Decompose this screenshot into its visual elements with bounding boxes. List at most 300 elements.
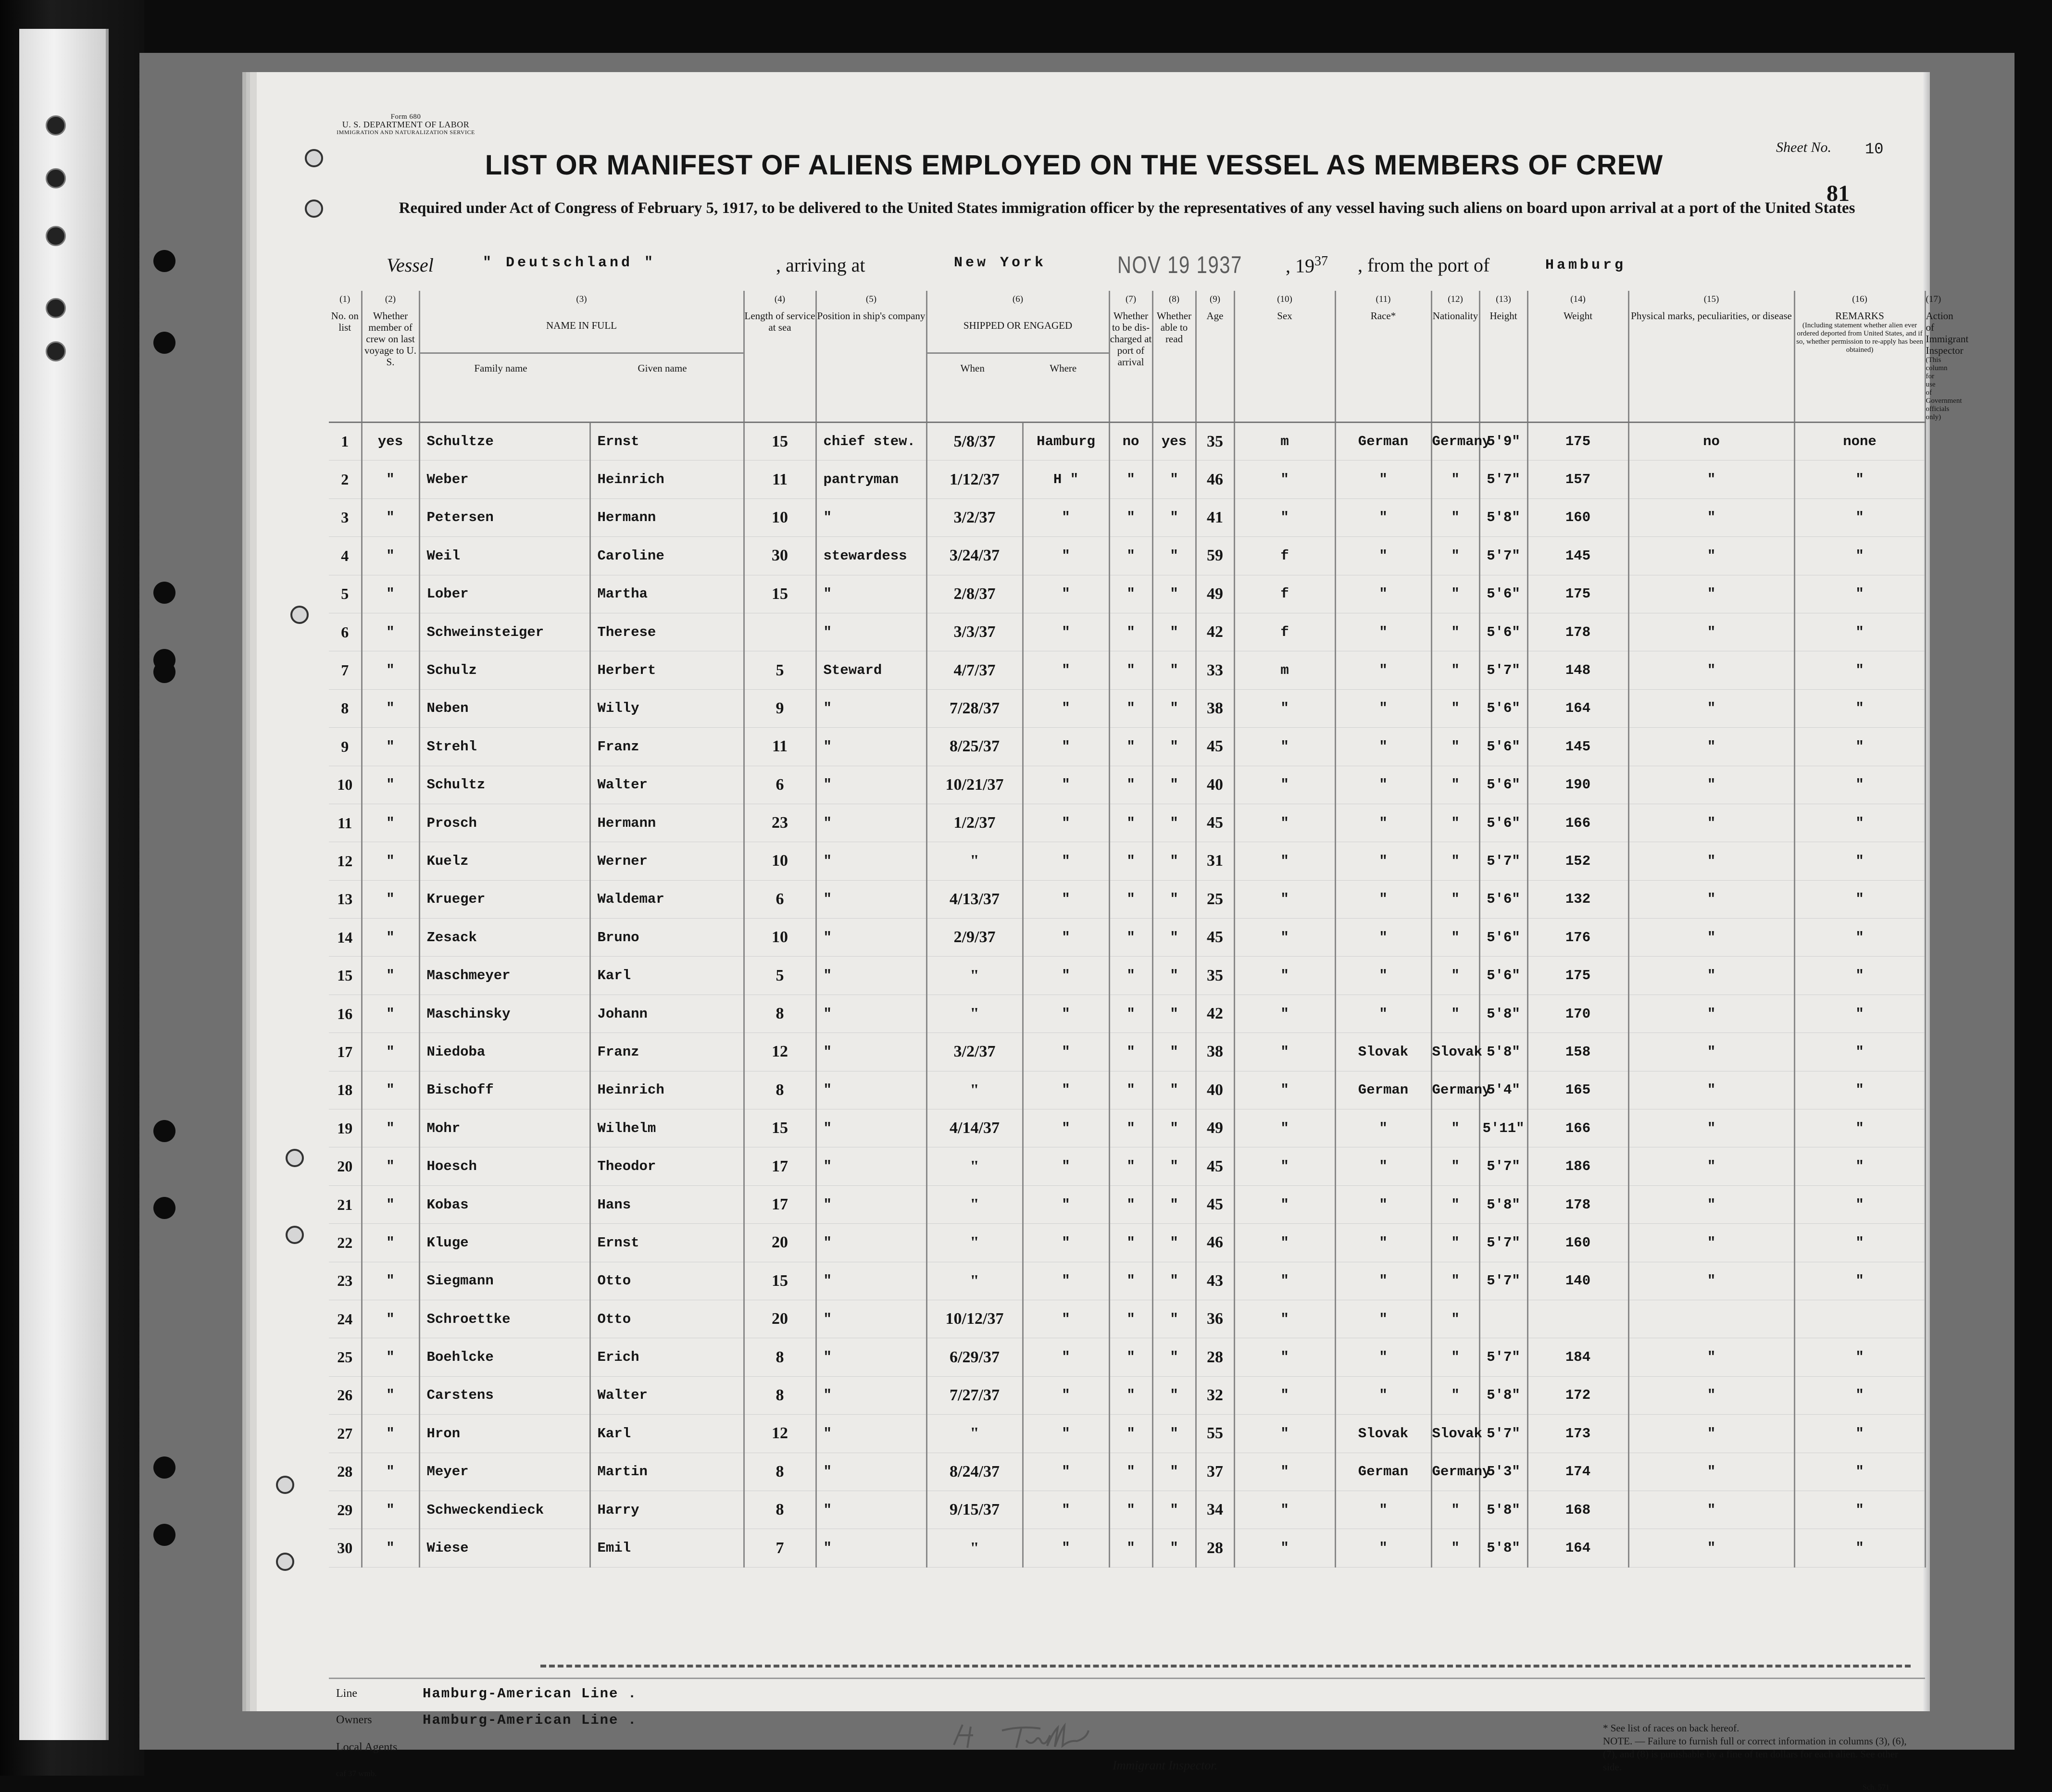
given-name-cell: Hermann xyxy=(590,498,744,536)
height-cell: 5'6" xyxy=(1479,689,1527,727)
row-number: 23 xyxy=(329,1262,362,1300)
prev-voyage-cell: " xyxy=(362,995,419,1033)
height-cell: 5'6" xyxy=(1479,880,1527,918)
able-to-read-cell: " xyxy=(1152,804,1196,842)
row-number: 20 xyxy=(329,1147,362,1185)
position-cell: " xyxy=(816,1033,926,1071)
position-cell: " xyxy=(816,1415,926,1453)
race-cell: " xyxy=(1335,804,1431,842)
service-length-cell: 8 xyxy=(744,1071,816,1109)
weight-cell: 175 xyxy=(1527,423,1628,460)
physical-marks-cell: " xyxy=(1628,1071,1794,1109)
remarks-cell: " xyxy=(1794,728,1925,766)
race-cell: " xyxy=(1335,1109,1431,1147)
able-to-read-cell: " xyxy=(1152,651,1196,689)
prev-voyage-cell: " xyxy=(362,689,419,727)
nationality-cell: " xyxy=(1431,880,1479,918)
nationality-cell: " xyxy=(1431,1109,1479,1147)
shipped-where-cell: " xyxy=(1023,689,1109,727)
physical-marks-cell: " xyxy=(1628,460,1794,498)
row-number: 12 xyxy=(329,842,362,880)
punch-hole xyxy=(276,1476,294,1494)
prev-voyage-cell: " xyxy=(362,537,419,575)
age-cell: 45 xyxy=(1196,728,1234,766)
discharged-cell: " xyxy=(1109,460,1152,498)
crew-manifest-table xyxy=(329,291,1969,1568)
punch-hole xyxy=(290,606,309,624)
nationality-cell: " xyxy=(1431,728,1479,766)
punch-hole xyxy=(305,149,323,167)
service-length-cell: 11 xyxy=(744,728,816,766)
shipped-when-cell: " xyxy=(926,1185,1023,1223)
able-to-read-cell: " xyxy=(1152,957,1196,995)
race-cell: " xyxy=(1335,1491,1431,1529)
sheet-number: 10 xyxy=(1865,140,1884,158)
nationality-cell: " xyxy=(1431,1376,1479,1414)
punch-hole xyxy=(153,250,175,272)
row-number: 10 xyxy=(329,766,362,804)
footer-notes xyxy=(1603,1722,1911,1774)
position-cell: " xyxy=(816,1529,926,1567)
age-cell: 36 xyxy=(1196,1300,1234,1338)
physical-marks-cell: " xyxy=(1628,498,1794,536)
row-number: 18 xyxy=(329,1071,362,1109)
table-row xyxy=(329,1109,1925,1147)
shipped-where-cell: " xyxy=(1023,1453,1109,1491)
sheet-label: Sheet No. xyxy=(1776,139,1831,155)
when-header: When xyxy=(960,362,985,374)
service-length-cell: 5 xyxy=(744,957,816,995)
prev-voyage-cell: " xyxy=(362,460,419,498)
weight-cell: 152 xyxy=(1527,842,1628,880)
footer-divider xyxy=(329,1678,1925,1679)
col-name-header: (3) NAME IN FULL Family name Given name xyxy=(419,291,744,423)
col-prev-voyage-header: (2) Whether member of crew on last voyage to U. S. xyxy=(362,291,419,423)
service-length-cell: 12 xyxy=(744,1415,816,1453)
sex-cell: " xyxy=(1234,1262,1335,1300)
height-cell: 5'6" xyxy=(1479,575,1527,613)
shipped-when-cell: " xyxy=(926,957,1023,995)
age-cell: 40 xyxy=(1196,1071,1234,1109)
physical-marks-cell: " xyxy=(1628,1033,1794,1071)
age-cell: 42 xyxy=(1196,613,1234,651)
col-sex-header: (10) Sex xyxy=(1234,291,1335,423)
service-length-cell xyxy=(744,613,816,651)
row-number: 2 xyxy=(329,460,362,498)
arriving-label: , arriving at xyxy=(776,254,865,276)
shipped-when-cell: 8/24/37 xyxy=(926,1453,1023,1491)
age-cell: 40 xyxy=(1196,766,1234,804)
family-name-header: Family name xyxy=(474,362,527,374)
physical-marks-cell: " xyxy=(1628,919,1794,957)
family-name-cell: Zesack xyxy=(419,919,590,957)
service-name: IMMIGRATION AND NATURALIZATION SERVICE xyxy=(337,129,475,136)
height-cell: 5'7" xyxy=(1479,1338,1527,1376)
weight-cell: 178 xyxy=(1527,613,1628,651)
race-cell: Slovak xyxy=(1335,1033,1431,1071)
binder-hole xyxy=(46,226,66,246)
service-length-cell: 10 xyxy=(744,842,816,880)
height-cell: 5'8" xyxy=(1479,498,1527,536)
family-name-cell: Mohr xyxy=(419,1109,590,1147)
prev-voyage-cell: " xyxy=(362,1185,419,1223)
height-cell: 5'9" xyxy=(1479,423,1527,460)
given-name-cell: Johann xyxy=(590,995,744,1033)
weight-cell: 132 xyxy=(1527,880,1628,918)
family-name-cell: Schultz xyxy=(419,766,590,804)
col-nationality-header: (12) Nationality xyxy=(1431,291,1479,423)
weight-cell: 172 xyxy=(1527,1376,1628,1414)
remarks-cell: " xyxy=(1794,1185,1925,1223)
from-port-label: , from the port of xyxy=(1358,254,1490,276)
physical-marks-cell: " xyxy=(1628,1224,1794,1262)
age-cell: 46 xyxy=(1196,460,1234,498)
family-name-cell: Siegmann xyxy=(419,1262,590,1300)
shipped-when-cell: 5/8/37 xyxy=(926,423,1023,460)
shipped-where-cell: " xyxy=(1023,1529,1109,1567)
punch-hole xyxy=(153,1524,175,1546)
service-length-cell: 8 xyxy=(744,1491,816,1529)
shipped-when-cell: " xyxy=(926,1529,1023,1567)
discharged-cell: " xyxy=(1109,957,1152,995)
nationality-cell: " xyxy=(1431,919,1479,957)
weight-cell: 186 xyxy=(1527,1147,1628,1185)
able-to-read-cell: " xyxy=(1152,1071,1196,1109)
weight-cell: 178 xyxy=(1527,1185,1628,1223)
date-stamp-text: NOV 19 1937 xyxy=(1117,251,1242,278)
nationality-cell: " xyxy=(1431,575,1479,613)
race-cell: " xyxy=(1335,995,1431,1033)
shipped-where-cell: " xyxy=(1023,957,1109,995)
line-label: Line xyxy=(336,1687,357,1700)
shipped-when-cell: 4/13/37 xyxy=(926,880,1023,918)
physical-marks-cell: " xyxy=(1628,613,1794,651)
race-cell: " xyxy=(1335,498,1431,536)
discharged-cell: " xyxy=(1109,804,1152,842)
prev-voyage-cell: " xyxy=(362,1033,419,1071)
prev-voyage-cell: " xyxy=(362,613,419,651)
physical-marks-cell: " xyxy=(1628,880,1794,918)
sex-cell: " xyxy=(1234,1453,1335,1491)
binder-hole xyxy=(46,298,66,318)
family-name-cell: Hoesch xyxy=(419,1147,590,1185)
sex-cell: " xyxy=(1234,766,1335,804)
shipped-when-cell: " xyxy=(926,1147,1023,1185)
weight-cell: 157 xyxy=(1527,460,1628,498)
able-to-read-cell: " xyxy=(1152,1529,1196,1567)
nationality-cell: " xyxy=(1431,1300,1479,1338)
remarks-cell: " xyxy=(1794,1224,1925,1262)
position-cell: " xyxy=(816,575,926,613)
discharged-cell: " xyxy=(1109,880,1152,918)
departure-port: Hamburg xyxy=(1545,257,1627,274)
row-number: 1 xyxy=(329,423,362,460)
remarks-cell: " xyxy=(1794,1338,1925,1376)
table-row xyxy=(329,995,1925,1033)
remarks-cell: " xyxy=(1794,804,1925,842)
age-cell: 34 xyxy=(1196,1491,1234,1529)
shipped-when-cell: 3/2/37 xyxy=(926,498,1023,536)
remarks-cell: " xyxy=(1794,957,1925,995)
punch-hole xyxy=(286,1149,304,1167)
sex-cell: " xyxy=(1234,842,1335,880)
sex-cell: " xyxy=(1234,1376,1335,1414)
shipped-when-cell: " xyxy=(926,995,1023,1033)
family-name-cell: Kluge xyxy=(419,1224,590,1262)
service-length-cell: 20 xyxy=(744,1224,816,1262)
race-cell: " xyxy=(1335,1338,1431,1376)
form-identifier xyxy=(329,113,483,136)
able-to-read-cell: " xyxy=(1152,1224,1196,1262)
punch-hole xyxy=(153,1456,175,1479)
sex-cell: " xyxy=(1234,1185,1335,1223)
family-name-cell: Maschinsky xyxy=(419,995,590,1033)
discharged-cell: " xyxy=(1109,651,1152,689)
remarks-cell: " xyxy=(1794,689,1925,727)
service-length-cell: 23 xyxy=(744,804,816,842)
height-cell: 5'7" xyxy=(1479,1415,1527,1453)
physical-marks-cell: " xyxy=(1628,575,1794,613)
physical-marks-cell: " xyxy=(1628,842,1794,880)
race-cell: German xyxy=(1335,1453,1431,1491)
physical-marks-cell: " xyxy=(1628,1529,1794,1567)
physical-marks-cell: " xyxy=(1628,1338,1794,1376)
service-length-cell: 20 xyxy=(744,1300,816,1338)
service-length-cell: 8 xyxy=(744,1376,816,1414)
service-length-cell: 8 xyxy=(744,995,816,1033)
race-cell: " xyxy=(1335,880,1431,918)
able-to-read-cell: " xyxy=(1152,1300,1196,1338)
physical-marks-cell: no xyxy=(1628,423,1794,460)
height-cell: 5'7" xyxy=(1479,460,1527,498)
table-row xyxy=(329,1185,1925,1223)
service-length-cell: 6 xyxy=(744,880,816,918)
position-cell: " xyxy=(816,995,926,1033)
given-name-cell: Martin xyxy=(590,1453,744,1491)
shipped-when-cell: 7/27/37 xyxy=(926,1376,1023,1414)
vessel-name: " Deutschland " xyxy=(483,255,656,271)
row-number: 27 xyxy=(329,1415,362,1453)
punch-hole xyxy=(153,661,175,683)
race-cell: " xyxy=(1335,613,1431,651)
nationality-cell: " xyxy=(1431,995,1479,1033)
age-cell: 43 xyxy=(1196,1262,1234,1300)
remarks-cell: " xyxy=(1794,880,1925,918)
given-name-cell: Hermann xyxy=(590,804,744,842)
family-name-cell: Hron xyxy=(419,1415,590,1453)
sex-cell: " xyxy=(1234,1147,1335,1185)
remarks-cell: " xyxy=(1794,919,1925,957)
shipped-when-cell: 4/14/37 xyxy=(926,1109,1023,1147)
shipped-where-cell: " xyxy=(1023,1071,1109,1109)
shipped-where-cell: " xyxy=(1023,1109,1109,1147)
sex-cell: " xyxy=(1234,1224,1335,1262)
row-number: 5 xyxy=(329,575,362,613)
table-row xyxy=(329,1300,1925,1338)
shipped-where-cell: " xyxy=(1023,1415,1109,1453)
discharged-cell: " xyxy=(1109,1147,1152,1185)
given-name-cell: Ernst xyxy=(590,1224,744,1262)
able-to-read-cell: " xyxy=(1152,1415,1196,1453)
shipped-where-cell: " xyxy=(1023,498,1109,536)
shipped-where-cell: Hamburg xyxy=(1023,423,1109,460)
discharged-cell: " xyxy=(1109,498,1152,536)
shipped-when-cell: 10/21/37 xyxy=(926,766,1023,804)
race-cell: " xyxy=(1335,575,1431,613)
position-cell: " xyxy=(816,1262,926,1300)
family-name-cell: Petersen xyxy=(419,498,590,536)
sex-cell: " xyxy=(1234,689,1335,727)
table-row xyxy=(329,880,1925,918)
height-cell: 5'8" xyxy=(1479,995,1527,1033)
row-number: 3 xyxy=(329,498,362,536)
table-row xyxy=(329,1033,1925,1071)
inspector-signature xyxy=(944,1716,1146,1755)
height-cell: 5'6" xyxy=(1479,919,1527,957)
race-cell: " xyxy=(1335,689,1431,727)
race-cell: German xyxy=(1335,1071,1431,1109)
shipped-where-cell: " xyxy=(1023,804,1109,842)
nationality-cell: " xyxy=(1431,689,1479,727)
row-number: 19 xyxy=(329,1109,362,1147)
weight-cell: 170 xyxy=(1527,995,1628,1033)
shipped-where-cell: " xyxy=(1023,1376,1109,1414)
physical-marks-cell: " xyxy=(1628,1109,1794,1147)
physical-marks-cell: " xyxy=(1628,651,1794,689)
page-title: LIST OR MANIFEST OF ALIENS EMPLOYED ON THE VESSEL AS MEMBERS OF CREW xyxy=(485,149,1664,181)
service-length-cell: 12 xyxy=(744,1033,816,1071)
sex-cell: " xyxy=(1234,804,1335,842)
age-cell: 25 xyxy=(1196,880,1234,918)
prev-voyage-cell: " xyxy=(362,1109,419,1147)
given-name-cell: Wilhelm xyxy=(590,1109,744,1147)
punch-hole xyxy=(153,332,175,354)
age-cell: 35 xyxy=(1196,957,1234,995)
able-to-read-cell: " xyxy=(1152,1109,1196,1147)
given-name-cell: Werner xyxy=(590,842,744,880)
table-header-row: (1) No. on list (2) Whether member of crew on last voyage to U. S. (3) NAME IN FULL Family name Given name (4) Length of service at sea (5) Position in ship's company (6) SHIPPED OR ENGAGED When Where (7) Whether to be dis-charged at port of arrival (8) Whether able to read (9) Age (10) Sex (11) Race* (12) Nationality (13) Height (14) Weight (15) Physical marks, peculiarities, or disease (16) REMARKS (Including statement whether alien ever ordered deported from United States, and if so, whether permission to re-apply has been obtained) Action of Immigrant Inspector xyxy=(329,291,1925,423)
age-cell: 59 xyxy=(1196,537,1234,575)
shipped-when-cell: 9/15/37 xyxy=(926,1491,1023,1529)
family-name-cell: Prosch xyxy=(419,804,590,842)
nationality-cell: Germany xyxy=(1431,423,1479,460)
age-cell: 45 xyxy=(1196,1147,1234,1185)
height-cell: 5'6" xyxy=(1479,613,1527,651)
race-cell: German xyxy=(1335,423,1431,460)
prev-voyage-cell: " xyxy=(362,1453,419,1491)
position-cell: " xyxy=(816,1071,926,1109)
age-cell: 45 xyxy=(1196,1185,1234,1223)
nationality-cell: Germany xyxy=(1431,1453,1479,1491)
given-name-cell: Walter xyxy=(590,766,744,804)
service-length-cell: 17 xyxy=(744,1185,816,1223)
remarks-cell: " xyxy=(1794,1529,1925,1567)
given-name-cell: Franz xyxy=(590,1033,744,1071)
race-cell: " xyxy=(1335,1147,1431,1185)
row-number: 15 xyxy=(329,957,362,995)
remarks-cell: " xyxy=(1794,1147,1925,1185)
family-name-cell: Weber xyxy=(419,460,590,498)
discharged-cell: no xyxy=(1109,423,1152,460)
nationality-cell: " xyxy=(1431,957,1479,995)
table-row xyxy=(329,1147,1925,1185)
given-name-cell: Erich xyxy=(590,1338,744,1376)
age-cell: 37 xyxy=(1196,1453,1234,1491)
date-stamp xyxy=(1117,251,1274,280)
able-to-read-cell: " xyxy=(1152,498,1196,536)
weight-cell: 164 xyxy=(1527,689,1628,727)
height-cell: 5'6" xyxy=(1479,766,1527,804)
age-cell: 42 xyxy=(1196,995,1234,1033)
shipped-when-cell: 8/25/37 xyxy=(926,728,1023,766)
weight-cell: 165 xyxy=(1527,1071,1628,1109)
row-number: 14 xyxy=(329,919,362,957)
sex-cell: " xyxy=(1234,1338,1335,1376)
remarks-cell: " xyxy=(1794,1109,1925,1147)
height-cell: 5'7" xyxy=(1479,1262,1527,1300)
height-cell: 5'7" xyxy=(1479,1224,1527,1262)
nationality-cell: " xyxy=(1431,1338,1479,1376)
given-name-header: Given name xyxy=(638,362,687,374)
given-name-cell: Otto xyxy=(590,1262,744,1300)
race-cell: " xyxy=(1335,766,1431,804)
family-name-cell: Neben xyxy=(419,689,590,727)
physical-marks-cell: " xyxy=(1628,1147,1794,1185)
shipped-when-cell: " xyxy=(926,1262,1023,1300)
prev-voyage-cell: " xyxy=(362,919,419,957)
table-row xyxy=(329,766,1925,804)
agents-label: Local Agents xyxy=(336,1741,398,1754)
punch-hole xyxy=(276,1553,294,1571)
race-note: * See list of races on back hereof. xyxy=(1603,1722,1739,1734)
able-to-read-cell: " xyxy=(1152,728,1196,766)
vessel-label-text: Vessel xyxy=(387,254,434,276)
punch-hole xyxy=(153,1197,175,1219)
table-row xyxy=(329,689,1925,727)
weight-cell: 145 xyxy=(1527,728,1628,766)
family-name-cell: Lober xyxy=(419,575,590,613)
given-name-cell: Heinrich xyxy=(590,1071,744,1109)
race-cell: " xyxy=(1335,1529,1431,1567)
discharged-cell: " xyxy=(1109,613,1152,651)
physical-marks-cell: " xyxy=(1628,1415,1794,1453)
age-cell: 49 xyxy=(1196,1109,1234,1147)
given-name-cell: Hans xyxy=(590,1185,744,1223)
row-number: 4 xyxy=(329,537,362,575)
discharged-cell: " xyxy=(1109,728,1152,766)
age-cell: 41 xyxy=(1196,498,1234,536)
sheet-page-number: 81 xyxy=(1827,181,1850,206)
able-to-read-cell: " xyxy=(1152,880,1196,918)
given-name-cell: Herbert xyxy=(590,651,744,689)
shipped-where-cell: " xyxy=(1023,1224,1109,1262)
table-row xyxy=(329,1529,1925,1567)
sex-cell: " xyxy=(1234,460,1335,498)
family-name-cell: Weil xyxy=(419,537,590,575)
shipped-when-cell: " xyxy=(926,1224,1023,1262)
shipped-when-cell: 6/29/37 xyxy=(926,1338,1023,1376)
family-name-cell: Boehlcke xyxy=(419,1338,590,1376)
race-cell: " xyxy=(1335,1224,1431,1262)
given-name-cell: Willy xyxy=(590,689,744,727)
age-cell: 45 xyxy=(1196,919,1234,957)
discharged-cell: " xyxy=(1109,1262,1152,1300)
race-cell: " xyxy=(1335,1376,1431,1414)
discharged-cell: " xyxy=(1109,919,1152,957)
physical-marks-cell: " xyxy=(1628,1491,1794,1529)
shipped-where-cell: " xyxy=(1023,1300,1109,1338)
physical-marks-cell xyxy=(1628,1300,1794,1338)
